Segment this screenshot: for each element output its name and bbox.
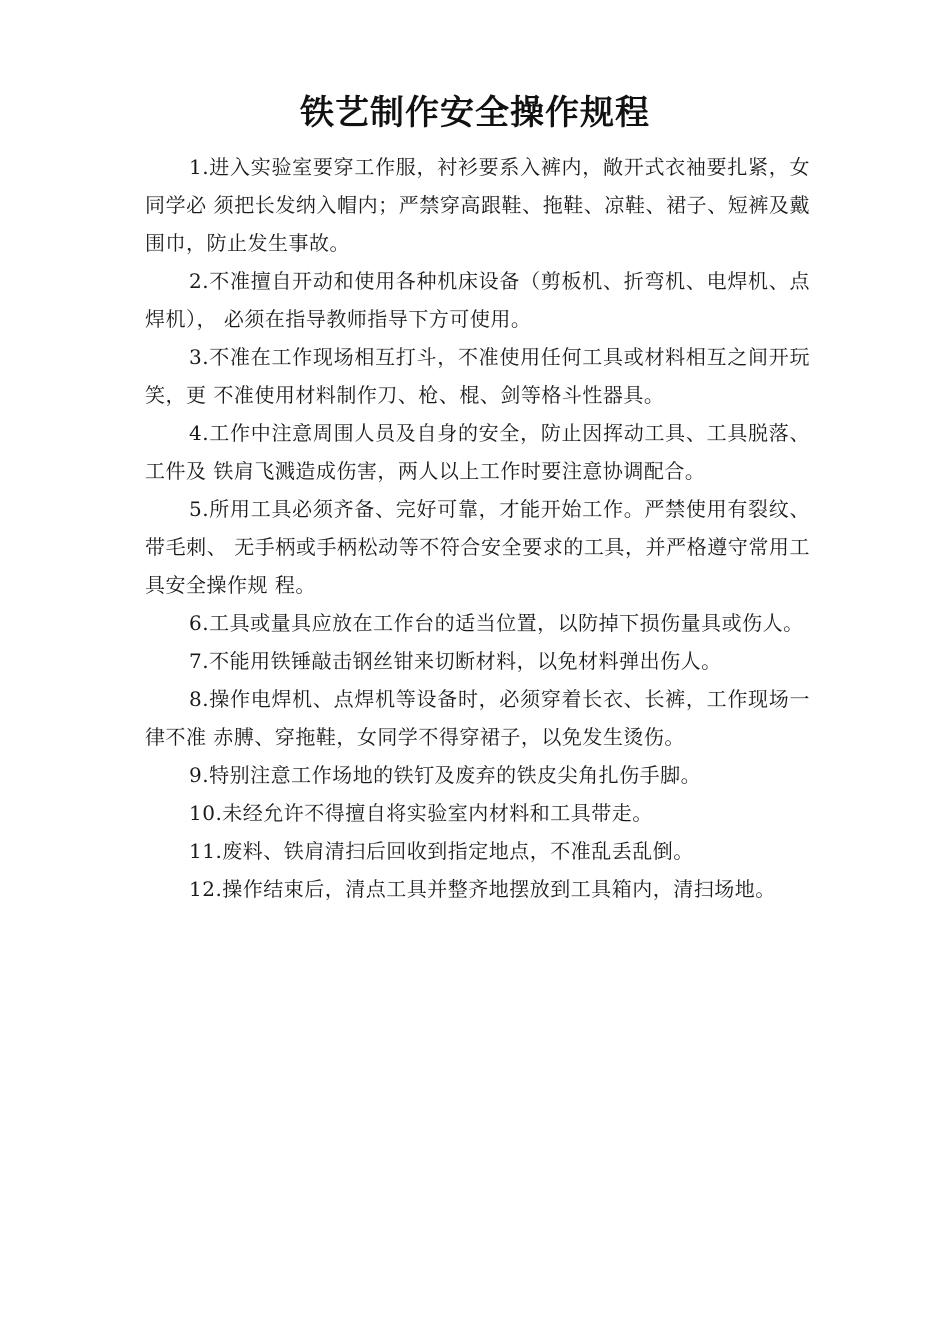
rule-item-10: 10.未经允许不得擅自将实验室内材料和工具带走。 bbox=[189, 801, 653, 825]
rule-item-12: 12.操作结束后，清点工具并整齐地摆放到工具箱内，清扫场地。 bbox=[189, 877, 776, 901]
rule-item-2: 2.不准擅自开动和使用各种机床设备（剪板机、折弯机、电焊机、点焊机）， 必须在指导教师指导下方可使用。 bbox=[145, 269, 810, 331]
rule-item-5: 5.所用工具必须齐备、完好可靠，才能开始工作。严禁使用有裂纹、带毛刺、 无手柄或手柄松动等不符合安全要求的工具，并严格遵守常用工具安全操作规 程。 bbox=[145, 497, 810, 597]
rule-item-7: 7.不能用铁锤敲击钢丝钳来切断材料，以免材料弹出伤人。 bbox=[189, 649, 722, 673]
document-title: 铁艺制作安全操作规程 bbox=[300, 93, 650, 133]
rule-item-8: 8.操作电焊机、点焊机等设备时，必须穿着长衣、长裤，工作现场一律不准 赤膊、穿拖鞋，女同学不得穿裙子，以免发生烫伤。 bbox=[145, 687, 810, 749]
rule-item-4: 4.工作中注意周围人员及自身的安全，防止因挥动工具、工具脱落、工件及 铁肩飞溅造成伤害，两人以上工作时要注意协调配合。 bbox=[145, 421, 810, 483]
rules-list bbox=[145, 148, 810, 908]
rule-item-1: 1.进入实验室要穿工作服，衬衫要系入裤内，敞开式衣袖要扎紧，女同学必 须把长发纳入帽内；严禁穿高跟鞋、拖鞋、凉鞋、裙子、短裤及戴围巾，防止发生事故。 bbox=[145, 155, 810, 255]
rule-item-9: 9.特别注意工作场地的铁钉及废弃的铁皮尖角扎伤手脚。 bbox=[189, 763, 702, 787]
rule-item-3: 3.不准在工作现场相互打斗，不准使用任何工具或材料相互之间开玩笑，更 不准使用材料制作刀、枪、棍、剑等格斗性器具。 bbox=[145, 345, 810, 407]
rule-item-11: 11.废料、铁肩清扫后回收到指定地点，不准乱丢乱倒。 bbox=[189, 839, 694, 863]
rule-item-6: 6.工具或量具应放在工作台的适当位置，以防掉下损伤量具或伤人。 bbox=[189, 611, 804, 635]
